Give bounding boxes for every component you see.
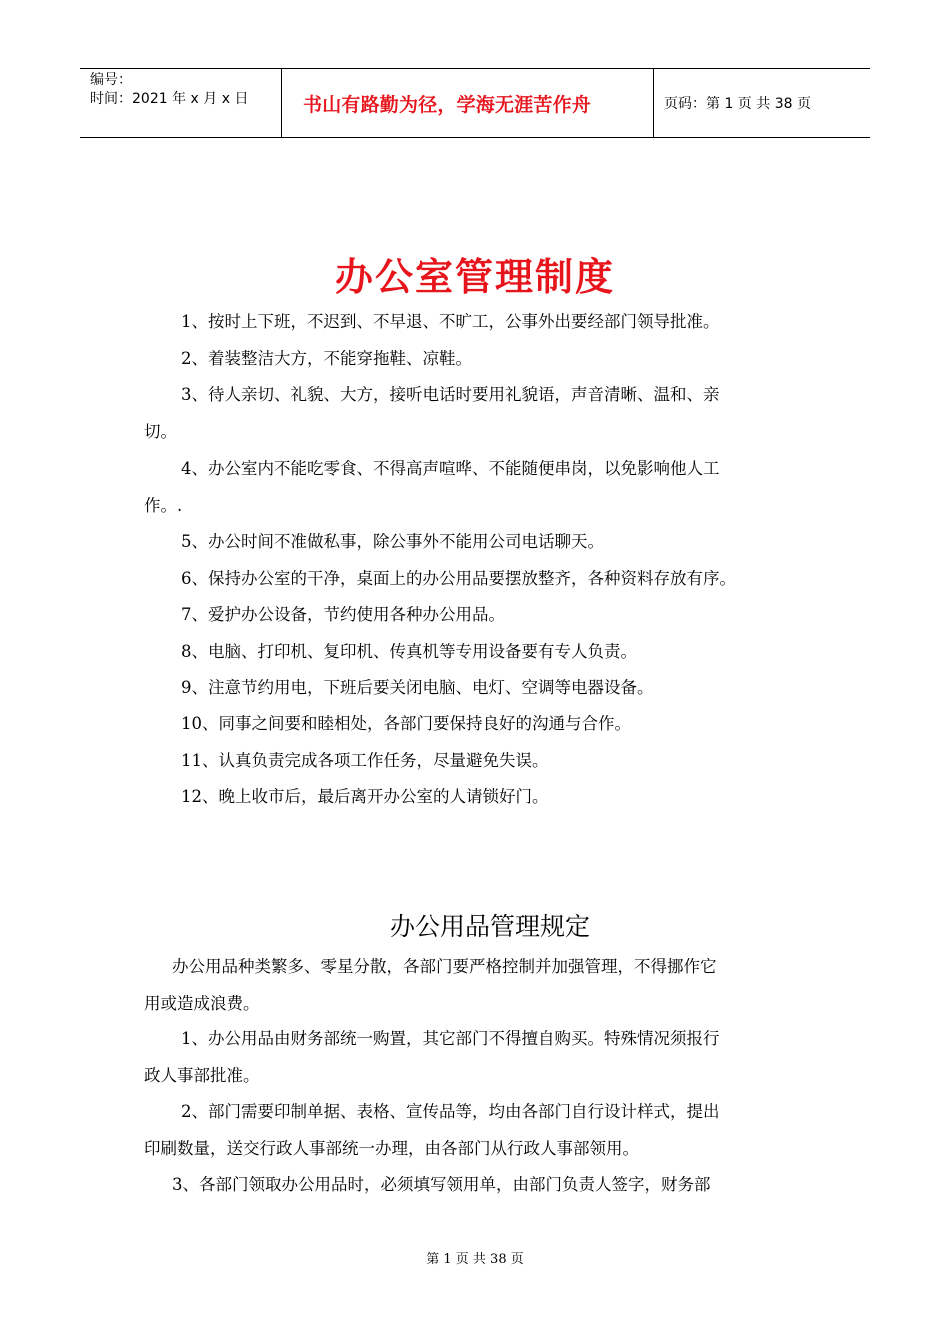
- paragraph-line: 7、爱护办公设备，节约使用各种办公用品。: [181, 605, 505, 624]
- paragraph-line: 2、着装整洁大方，不能穿拖鞋、凉鞋。: [181, 349, 472, 368]
- rule-6: [144, 560, 812, 597]
- supplies-rule-1: [144, 1020, 812, 1094]
- paragraph-line: 3、待人亲切、礼貌、大方，接听电话时要用礼貌语，声音清晰、温和、亲: [181, 385, 720, 404]
- rule-10: [144, 705, 812, 742]
- page-title: 办公室管理制度: [334, 255, 615, 299]
- paragraph-line: 2、部门需要印制单据、表格、宣传品等，均由各部门自行设计样式，提出: [181, 1102, 720, 1121]
- paragraph-line: 3、各部门领取办公用品时，必须填写领用单，由部门负责人签字，财务部: [172, 1175, 711, 1194]
- section-subtitle: 办公用品管理规定: [389, 912, 590, 941]
- document-header-table: [80, 68, 870, 138]
- paragraph-line: 1、按时上下班，不迟到、不早退、不旷工，公事外出要经部门领导批准。: [181, 312, 720, 331]
- rule-4: [144, 450, 812, 524]
- paragraph-line: 政人事部批准。: [144, 1066, 260, 1085]
- supplies-rule-2: [144, 1093, 812, 1167]
- rule-1: [144, 303, 812, 340]
- rule-7: [144, 596, 812, 633]
- paragraph-line: 1、办公用品由财务部统一购置，其它部门不得擅自购买。特殊情况须报行: [181, 1029, 720, 1048]
- paragraph-line: 用或造成浪费。: [144, 994, 260, 1013]
- date-label: 时间：2021 年 x 月 x 日: [90, 91, 249, 107]
- header-left-cell: [80, 69, 282, 137]
- rule-9: [144, 669, 812, 706]
- paragraph-line: 办公用品种类繁多、零星分散，各部门要严格控制并加强管理，不得挪作它: [172, 957, 717, 976]
- rule-3: [144, 376, 812, 450]
- paragraph-line: 9、注意节约用电，下班后要关闭电脑、电灯、空调等电器设备。: [181, 678, 654, 697]
- supplies-intro: [144, 948, 812, 1022]
- rule-5: [144, 523, 812, 560]
- paragraph-line: 8、电脑、打印机、复印机、传真机等专用设备要有专人负责。: [181, 642, 637, 661]
- rule-2: [144, 340, 812, 377]
- paragraph-line: 切。: [144, 422, 177, 441]
- rule-8: [144, 633, 812, 670]
- paragraph-line: 11、认真负责完成各项工作任务，尽量避免失误。: [181, 751, 549, 770]
- rule-11: [144, 742, 812, 779]
- paragraph-line: 12、晚上收市后，最后离开办公室的人请锁好门。: [181, 787, 549, 806]
- number-label: 编号：: [90, 72, 132, 88]
- paragraph-line: 作。.: [144, 496, 183, 515]
- supplies-rule-3: [144, 1166, 812, 1203]
- paragraph-line: 5、办公时间不准做私事，除公事外不能用公司电话聊天。: [181, 532, 604, 551]
- paragraph-line: 10、同事之间要和睦相处，各部门要保持良好的沟通与合作。: [181, 714, 631, 733]
- rule-12: [144, 778, 812, 815]
- paragraph-line: 4、办公室内不能吃零食、不得高声喧哗、不能随便串岗，以免影响他人工: [181, 459, 720, 478]
- header-page-info: 页码：第 1 页 共 38 页: [664, 96, 811, 112]
- paragraph-line: 印刷数量，送交行政人事部统一办理，由各部门从行政人事部领用。: [144, 1139, 639, 1158]
- header-motto: 书山有路勤为径，学海无涯苦作舟: [282, 69, 654, 137]
- paragraph-line: 6、保持办公室的干净，桌面上的办公用品要摆放整齐，各种资料存放有序。: [181, 569, 736, 588]
- page-footer: 第 1 页 共 38 页: [426, 1252, 524, 1267]
